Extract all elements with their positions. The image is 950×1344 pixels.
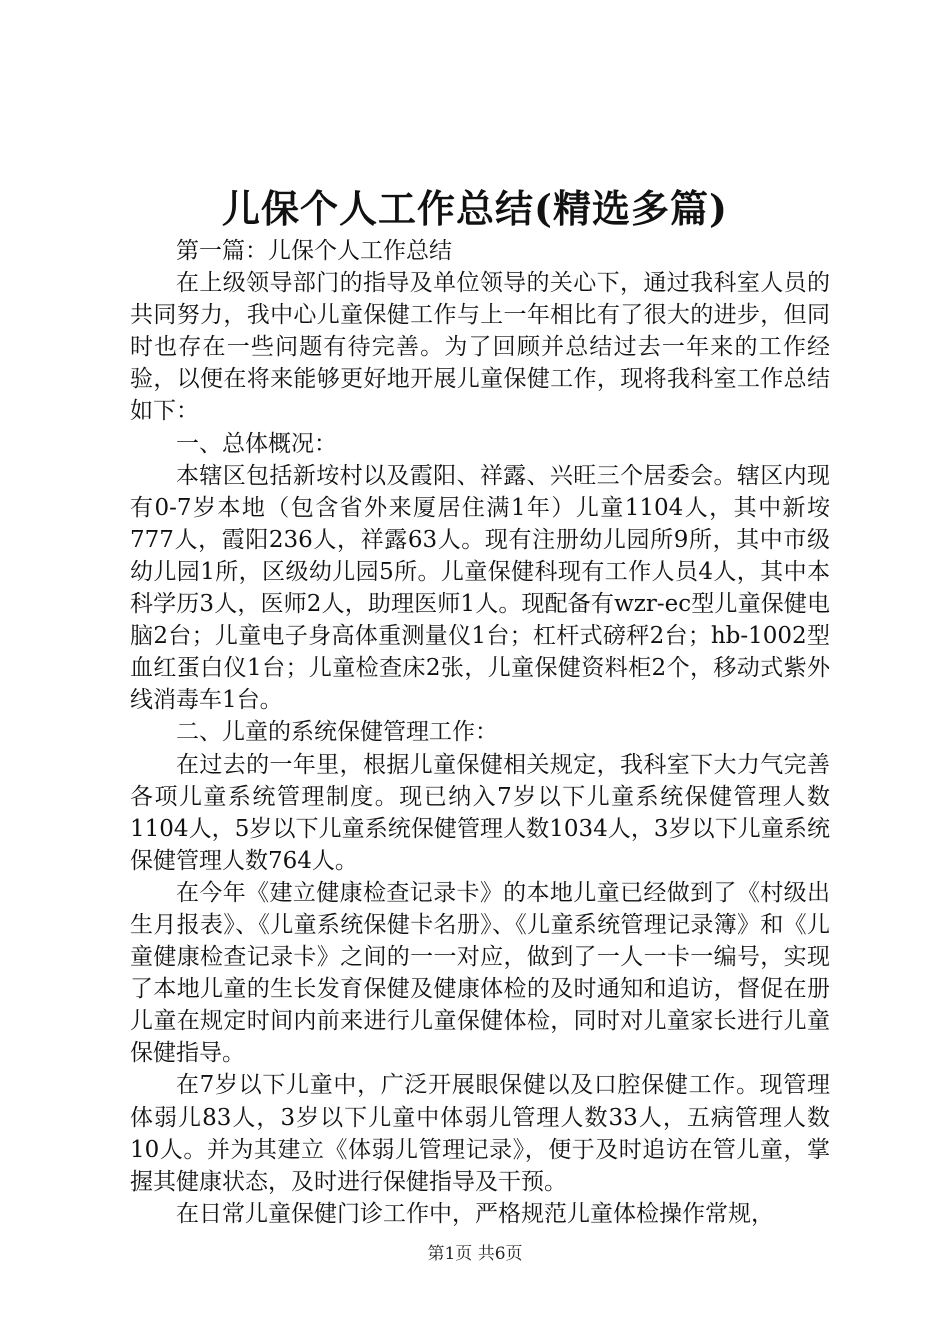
paragraph: 在上级领导部门的指导及单位领导的关心下，通过我科室人员的共同努力，我中心儿童保健工作与上一年相比有了很大的进步，但同时也存在一些问题有待完善。为了回顾并总结过去一年来的工作经验，以便在将来能够更好地开展儿童保健工作，现将我科室工作总结如下： <box>130 270 830 425</box>
section-heading: 二、儿童的系统保健管理工作： <box>176 719 498 746</box>
paragraph: 在7岁以下儿童中，广泛开展眼保健以及口腔保健工作。现管理体弱儿83人，3岁以下儿童中体弱儿管理人数33人，五病管理人数10人。并为其建立《体弱儿管理记录》，便于及时追访在管儿童，掌握其健康状态，及时进行保健指导及干预。 <box>130 1072 830 1195</box>
section-heading: 一、总体概况： <box>176 430 337 457</box>
paragraph: 在过去的一年里，根据儿童保健相关规定，我科室下大力气完善各项儿童系统管理制度。现已纳入7岁以下儿童系统保健管理人数1104人，5岁以下儿童系统保健管理人数1034人，3岁以下儿童系统保健管理人数764人。 <box>130 751 830 874</box>
section-heading: 第一篇：儿保个人工作总结 <box>176 238 452 264</box>
page-number-footer: 第1页 共6页 <box>427 1244 523 1264</box>
paragraph: 本辖区包括新垵村以及霞阳、祥露、兴旺三个居委会。辖区内现有0-7岁本地（包含省外来厦居住满1年）儿童1104人，其中新垵777人，霞阳236人，祥露63人。现有注册幼儿园所9所，其中市级幼儿园1所，区级幼儿园5所。儿童保健科现有工作人员4人，其中本科学历3人，医师2人，助理医师1人。现配备有wzr-ec型儿童保健电脑2台；儿童电子身高体重测量仪1台；杠杆式磅秤2台；hb-1002型血红蛋白仪1台；儿童检查床2张，儿童保健资料柜2个，移动式紫外线消毒车1台。 <box>130 462 830 714</box>
paragraph: 在今年《建立健康检查记录卡》的本地儿童已经做到了《村级出生月报表》、《儿童系统保健卡名册》、《儿童系统管理记录簿》和《儿童健康检查记录卡》之间的一一对应，做到了一人一卡一编号，实现了本地儿童的生长发育保健及健康体检的及时通知和追访，督促在册儿童在规定时间内前来进行儿童保健体检，同时对儿童家长进行儿童保健指导。 <box>130 879 830 1067</box>
document-body <box>130 235 830 1230</box>
paragraph: 在日常儿童保健门诊工作中，严格规范儿童体检操作常规， <box>176 1200 774 1227</box>
document-title: 儿保个人工作总结(精选多篇) <box>222 186 728 231</box>
